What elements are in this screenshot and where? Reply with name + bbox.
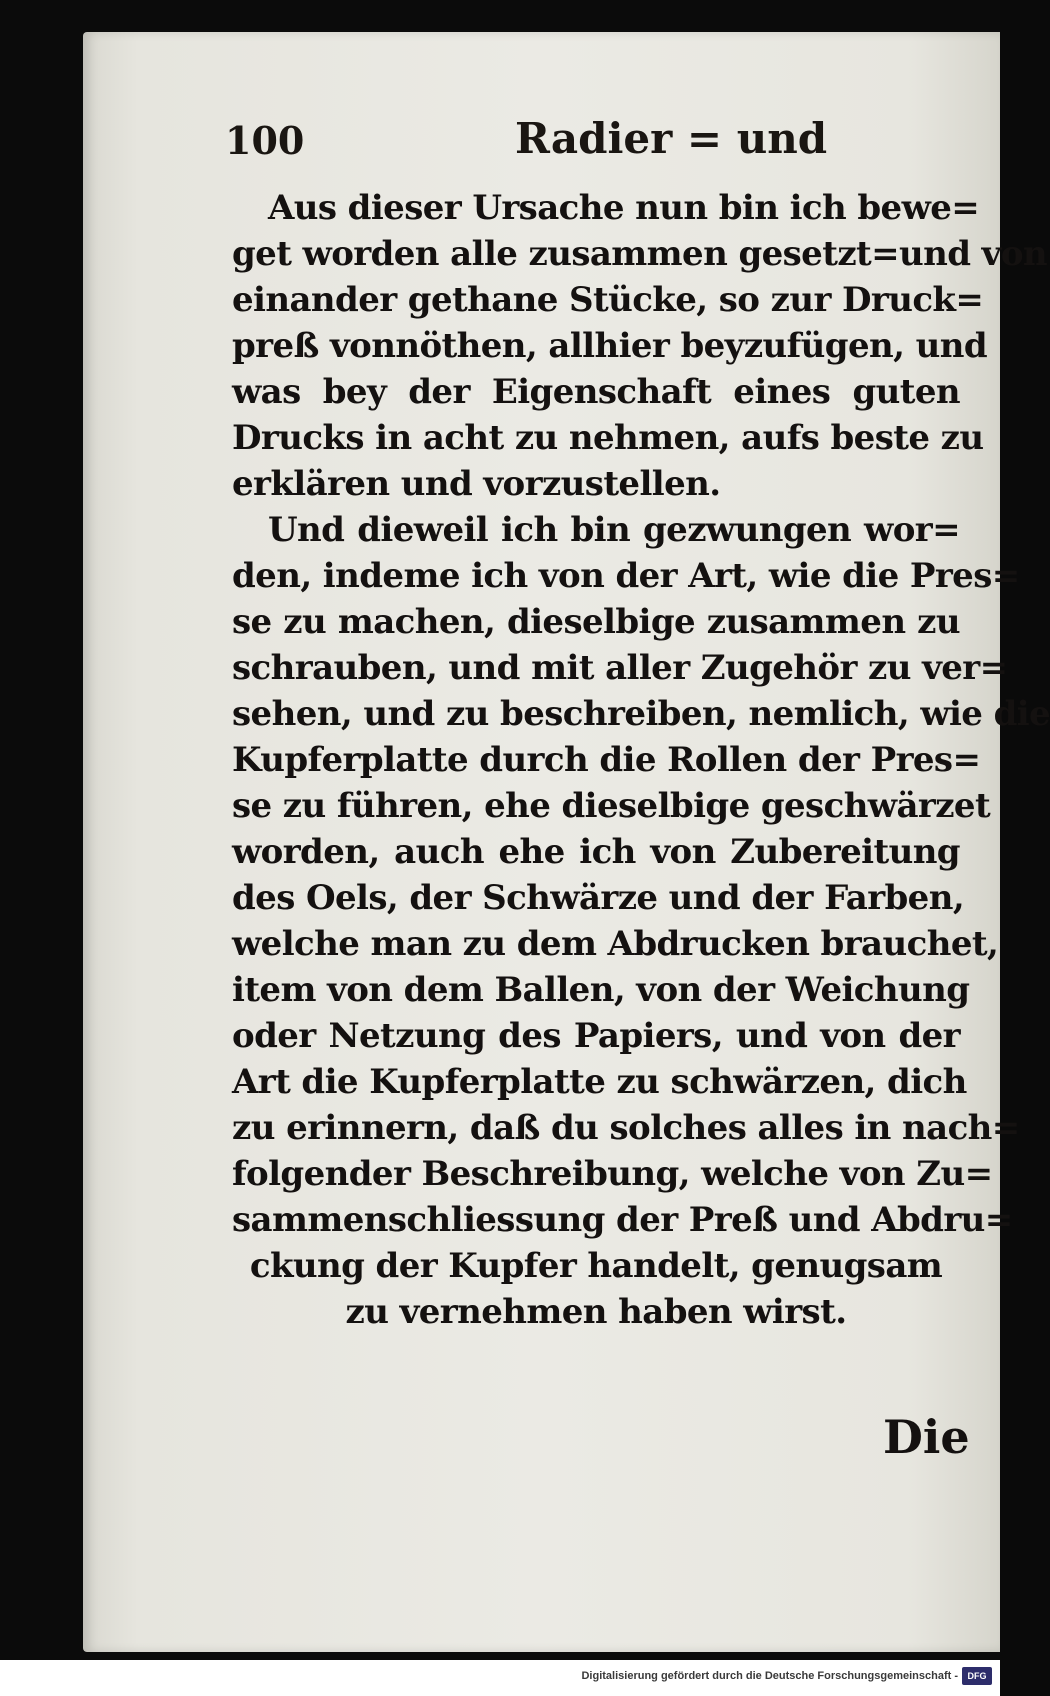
text-line: schrauben, und mit aller Zugehör zu ver= (232, 648, 1008, 688)
text-line: folgender Beschreibung, welche von Zu= (232, 1154, 993, 1194)
dfg-logo: DFG (962, 1667, 992, 1685)
text-line: se zu machen, dieselbige zusammen zu (232, 602, 960, 642)
text-line: einander gethane Stücke, so zur Druck= (232, 280, 984, 320)
text-line: item von dem Ballen, von der Weichung (232, 970, 970, 1010)
text-line: zu vernehmen haben wirst. (345, 1292, 847, 1332)
running-head: Radier = und (515, 114, 828, 163)
text-line: zu erinnern, daß du solches alles in nach= (232, 1108, 1020, 1148)
text-line: den, indeme ich von der Art, wie die Pres= (232, 556, 1020, 596)
text-line: Drucks in acht zu nehmen, aufs beste zu (232, 418, 984, 458)
text-line: get worden alle zusammen gesetzt=und von (232, 234, 1048, 274)
text-line: sammenschliessung der Preß und Abdru= (232, 1200, 1013, 1240)
text-line: se zu führen, ehe dieselbige geschwärzet (232, 786, 991, 826)
text-line: Kupferplatte durch die Rollen der Pres= (232, 740, 981, 780)
text-line: worden, auch ehe ich von Zubereitung (232, 832, 960, 872)
text-line: sehen, und zu beschreiben, nemlich, wie die (232, 694, 1050, 734)
text-line: Und dieweil ich bin gezwungen wor= (268, 510, 960, 550)
text-line: Aus dieser Ursache nun bin ich bewe= (268, 188, 980, 228)
text-line: Art die Kupferplatte zu schwärzen, dich (232, 1062, 967, 1102)
text-line: des Oels, der Schwärze und der Farben, (232, 878, 965, 918)
funding-credit: Digitalisierung gefördert durch die Deutsche Forschungsgemeinschaft - (581, 1670, 958, 1682)
footer-bar (0, 1660, 1000, 1696)
text-line: erklären und vorzustellen. (232, 464, 721, 504)
catchword: Die (883, 1410, 970, 1464)
text-line: was bey der Eigenschaft eines guten (232, 372, 960, 412)
page-header (225, 114, 965, 168)
text-line: oder Netzung des Papiers, und von der (232, 1016, 960, 1056)
text-line: ckung der Kupfer handelt, genugsam (249, 1246, 943, 1286)
page-number: 100 (225, 118, 305, 163)
body-text (232, 185, 1050, 1335)
text-line: welche man zu dem Abdrucken brauchet, (232, 924, 999, 964)
text-line: preß vonnöthen, allhier beyzufügen, und (232, 326, 988, 366)
